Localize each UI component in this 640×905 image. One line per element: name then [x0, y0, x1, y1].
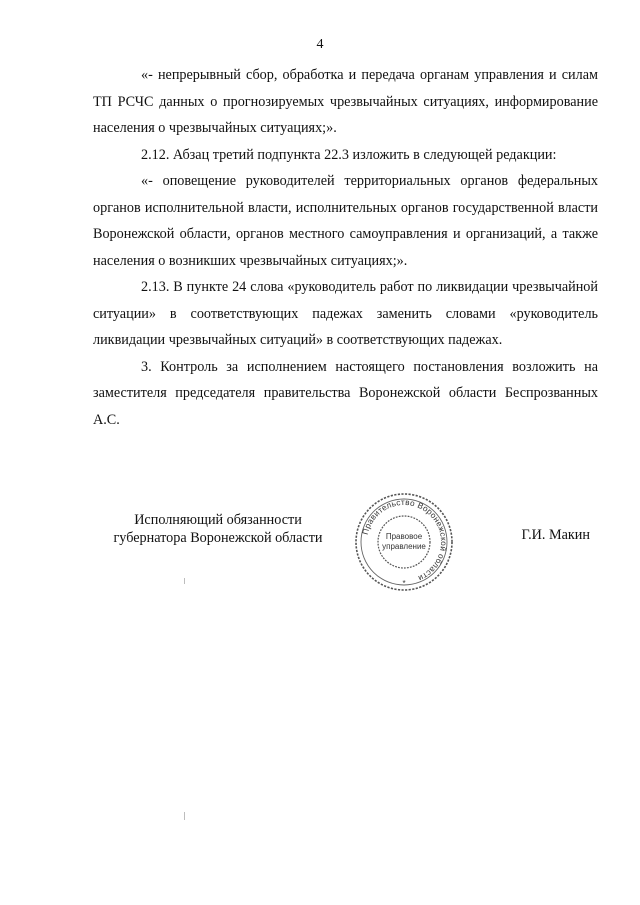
- scan-artifact-mark: [184, 578, 185, 584]
- page-number: 4: [316, 37, 324, 52]
- seal-center-line1: Правовое: [385, 532, 423, 541]
- seal-graphic: [352, 490, 456, 594]
- signature-block: [93, 497, 598, 605]
- signatory-position: [113, 511, 323, 547]
- seal-center-line2: управление: [382, 542, 426, 551]
- paragraph-notification-item: «- оповещение руководителей территориальных органов федеральных органов исполнительной власти, исполнительных органов государственной власти Воронежской области, органов местного самоуправления и организаций, а также населения о возникших чрезвычайных ситуациях;».: [93, 173, 598, 269]
- seal-star-mark: *: [402, 579, 406, 588]
- paragraph-3-control: 3. Контроль за исполнением настоящего постановления возложить на заместителя председателя правительства Воронежской области Беспрозванных А.С.: [93, 358, 598, 428]
- paragraph-2-12: 2.12. Абзац третий подпункта 22.3 изложить в следующей редакции:: [141, 146, 557, 163]
- signatory-name: Г.И. Макин: [521, 527, 590, 543]
- paragraph-monitoring-item: «- непрерывный сбор, обработка и передача органам управления и силам ТП РСЧС данных о прогнозируемых чрезвычайных ситуациях, информирование населения о чрезвычайных ситуациях;».: [93, 67, 598, 136]
- seal-ring-text: Правительство Воронежской области: [360, 497, 449, 583]
- official-seal-stamp: [352, 490, 456, 594]
- paragraph-2-13: 2.13. В пункте 24 слова «руководитель работ по ликвидации чрезвычайной ситуации» в соответствующих падежах заменить словами «руководитель ликвидации чрезвычайных ситуаций» в соответствующих падежах.: [93, 279, 598, 348]
- signatory-position-line2: губернатора Воронежской области: [113, 530, 323, 546]
- scan-artifact-mark: [184, 812, 185, 820]
- document-body: [93, 62, 598, 433]
- signatory-position-line1: Исполняющий обязанности: [134, 512, 302, 528]
